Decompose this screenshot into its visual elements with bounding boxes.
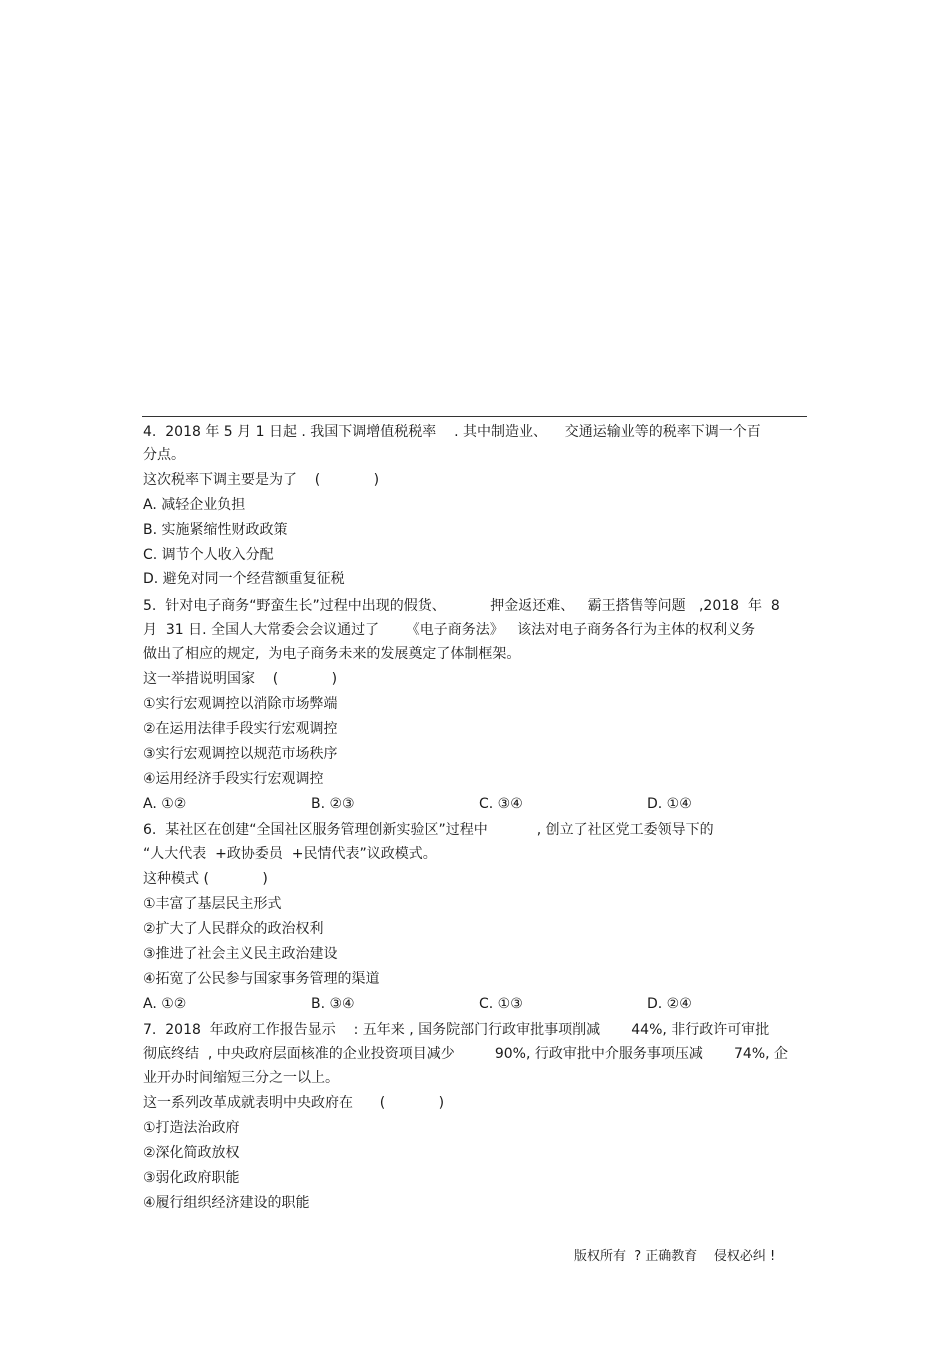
q6-choice-b: B. ③④ [311, 996, 355, 1012]
q7-line-2: 彻底终结 , 中央政府层面核准的企业投资项目减少 90%, 行政审批中介服务事项压减 74%, 企 [143, 1046, 789, 1062]
q7-line-1: 7. 2018 年政府工作报告显示 : 五年来 , 国务院部门行政审批事项削减 44%, 非行政许可审批 [143, 1022, 770, 1038]
q6-item-2: ②扩大了人民群众的政治权利 [143, 921, 324, 937]
q5-line-3: 做出了相应的规定, 为电子商务未来的发展奠定了体制框架。 [143, 646, 521, 662]
q6-choice-c: C. ①③ [479, 996, 523, 1012]
q6-line-2: “人大代表 +政协委员 +民情代表”议政模式。 [143, 846, 437, 862]
q7-item-3: ③弱化政府职能 [143, 1170, 240, 1186]
q7-prompt: 这一系列改革成就表明中央政府在 ( ) [143, 1095, 445, 1111]
q6-choice-a: A. ①② [143, 996, 187, 1012]
q7-item-4: ④履行组织经济建设的职能 [143, 1195, 310, 1211]
q6-line-1: 6. 某社区在创建“全国社区服务管理创新实验区”过程中 , 创立了社区党工委领导下的 [143, 822, 714, 838]
q5-line-1: 5. 针对电子商务“野蛮生长”过程中出现的假货、 押金返还难、 霸王搭售等问题 ,2018 年 8 [143, 598, 780, 614]
q5-choice-a: A. ①② [143, 796, 187, 812]
q4-option-c: C. 调节个人收入分配 [143, 547, 274, 563]
q5-choice-b: B. ②③ [311, 796, 355, 812]
q7-line-3: 业开办时间缩短三分之一以上。 [143, 1070, 339, 1086]
q6-item-4: ④拓宽了公民参与国家事务管理的渠道 [143, 971, 380, 987]
q4-line-2: 分点。 [143, 447, 185, 463]
q6-choice-d: D. ②④ [647, 996, 692, 1012]
q5-choice-c: C. ③④ [479, 796, 523, 812]
q6-item-3: ③推进了社会主义民主政治建设 [143, 946, 338, 962]
q5-line-2: 月 31 日. 全国人大常委会会议通过了 《电子商务法》 该法对电子商务各行为主体的权利义务 [143, 622, 756, 638]
q7-item-2: ②深化简政放权 [143, 1145, 240, 1161]
q6-item-1: ①丰富了基层民主形式 [143, 896, 282, 912]
q4-prompt: 这次税率下调主要是为了 ( ) [143, 472, 380, 488]
copyright-footer: 版权所有 ? 正确教育 侵权必纠 ! [574, 1249, 776, 1264]
q5-prompt: 这一举措说明国家 ( ) [143, 671, 338, 687]
q4-option-a: A. 减轻企业负担 [143, 497, 246, 513]
q4-option-d: D. 避免对同一个经营额重复征税 [143, 571, 345, 587]
q4-line-1: 4. 2018 年 5 月 1 日起 . 我国下调增值税税率 . 其中制造业、 交通运输业等的税率下调一个百 [143, 424, 761, 440]
q5-item-2: ②在运用法律手段实行宏观调控 [143, 721, 338, 737]
q5-choice-d: D. ①④ [647, 796, 692, 812]
q4-option-b: B. 实施紧缩性财政政策 [143, 522, 288, 538]
q6-prompt: 这种模式 ( ) [143, 871, 268, 887]
q7-item-1: ①打造法治政府 [143, 1120, 240, 1136]
q5-item-1: ①实行宏观调控以消除市场弊端 [143, 696, 338, 712]
header-rule [142, 416, 807, 417]
q5-item-3: ③实行宏观调控以规范市场秩序 [143, 746, 338, 762]
q5-item-4: ④运用经济手段实行宏观调控 [143, 771, 324, 787]
